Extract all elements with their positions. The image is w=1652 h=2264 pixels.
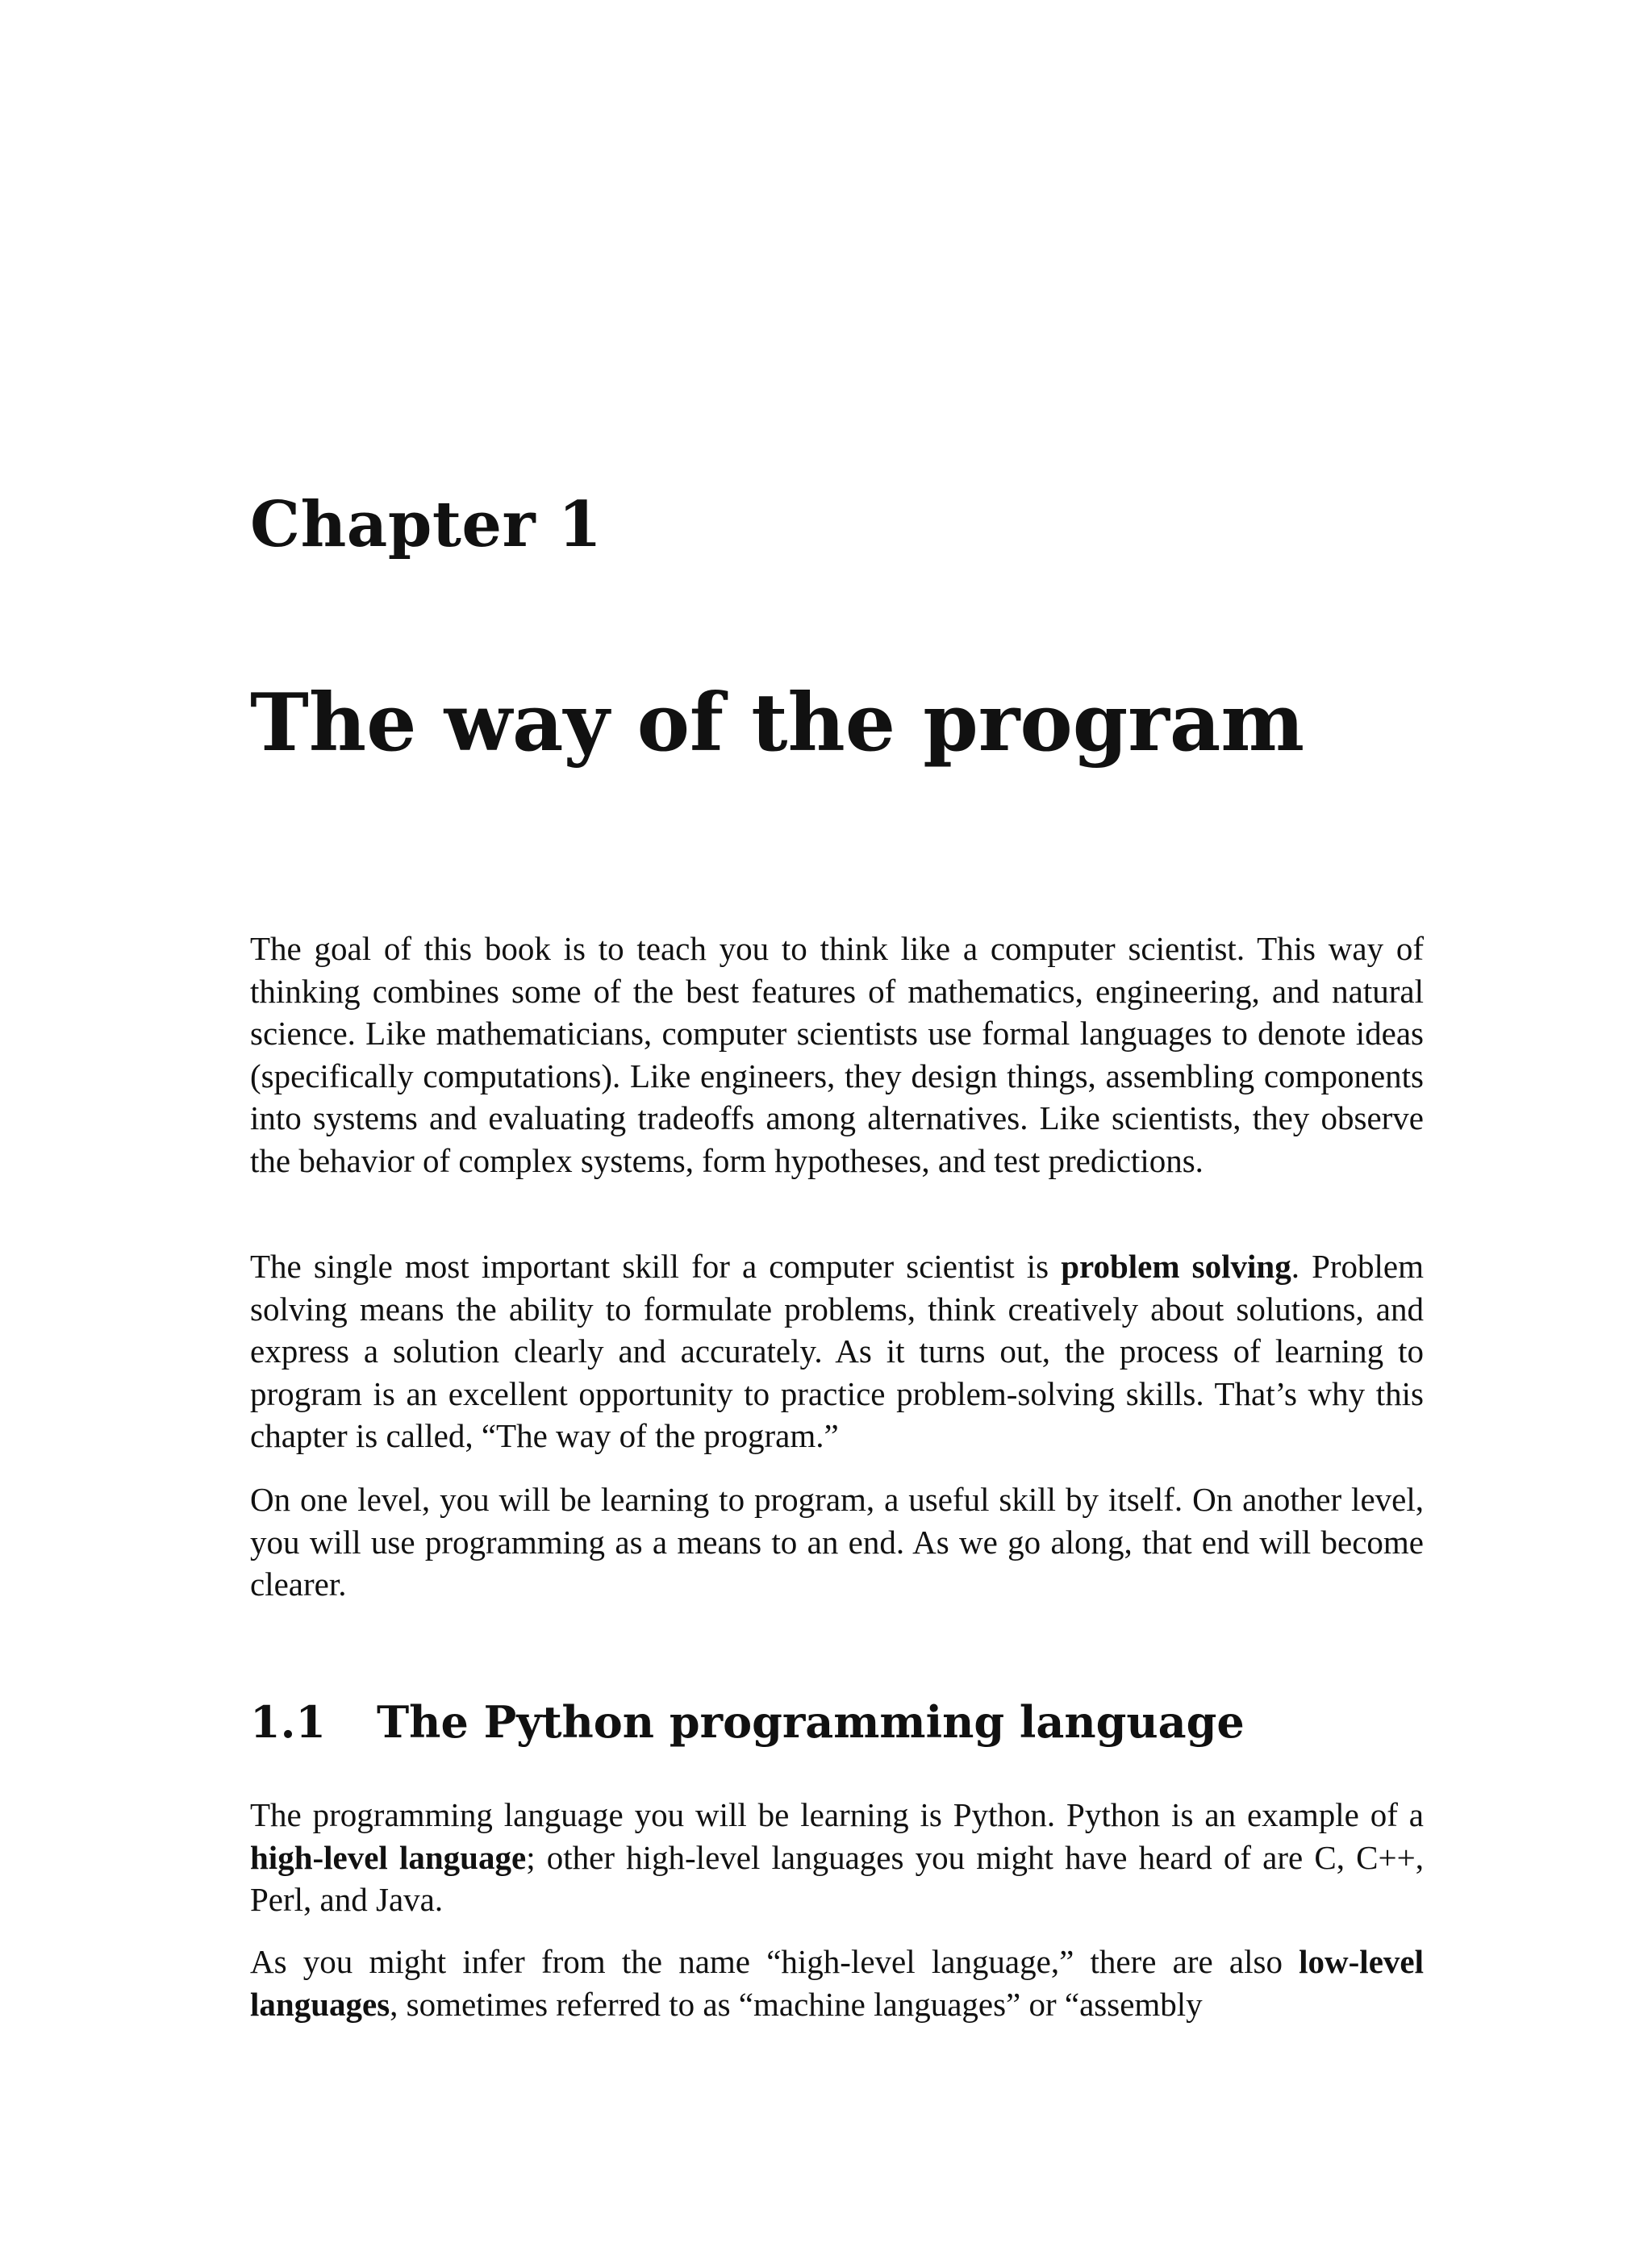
section-paragraph-2-text-start: As you might infer from the name “high-level language,” there are also	[250, 1943, 1299, 1980]
intro-paragraph-1: The goal of this book is to teach you to think like a computer scientist. This way of thinking combines some of the best features of mathematics, engineering, and natural science. Like mathematicians, computer scientists use formal languages to denote ideas (specifically computations). Like engineers, they design things, assembling components into systems and evaluating tradeoffs among alternatives. Like scientists, they observe the behavior of complex systems, form hypotheses, and test predictions.	[250, 930, 1424, 1179]
section-number: 1.1	[250, 1696, 326, 1748]
section-paragraph-2	[250, 1941, 1424, 2025]
term-low-level-languages: low-level languages	[250, 1943, 1424, 2023]
term-high-level-language: high-level language	[250, 1838, 527, 1876]
intro-paragraph-3: On one level, you will be learning to program, a useful skill by itself. On another level, you will use programming as a means to an end. As we go along, that end will become clearer.	[250, 1481, 1424, 1603]
section-paragraph-2-text-end: , sometimes referred to as “machine languages” or “assembly	[390, 1985, 1203, 2023]
chapter-label: Chapter 1	[250, 488, 603, 561]
intro-paragraph-2	[250, 1245, 1424, 1457]
intro-paragraph-2-text-end: . Problem solving means the ability to formulate problems, think creatively about solutions, and express a solution clearly and accurately. As it turns out, the process of learning to program is an excellent opportunity to practice problem-solving skills. That’s why this chapter is called, “The way of the program.”	[250, 1248, 1425, 1454]
section-paragraph-1-text-end: ; other high-level languages you might have heard of are C, C++, Perl, and Java.	[250, 1838, 1424, 1918]
book-page	[250, 0, 1424, 2264]
term-problem-solving: problem solving	[1061, 1248, 1291, 1285]
section-paragraph-1	[250, 1794, 1424, 1921]
section-paragraph-1-text-start: The programming language you will be learning is Python. Python is an example of a	[250, 1796, 1424, 1833]
intro-paragraph-2-text-start: The single most important skill for a computer scientist is	[250, 1248, 1062, 1285]
section-heading	[250, 1696, 1245, 1748]
chapter-title: The way of the program	[250, 677, 1305, 769]
section-title: The Python programming language	[377, 1696, 1245, 1748]
